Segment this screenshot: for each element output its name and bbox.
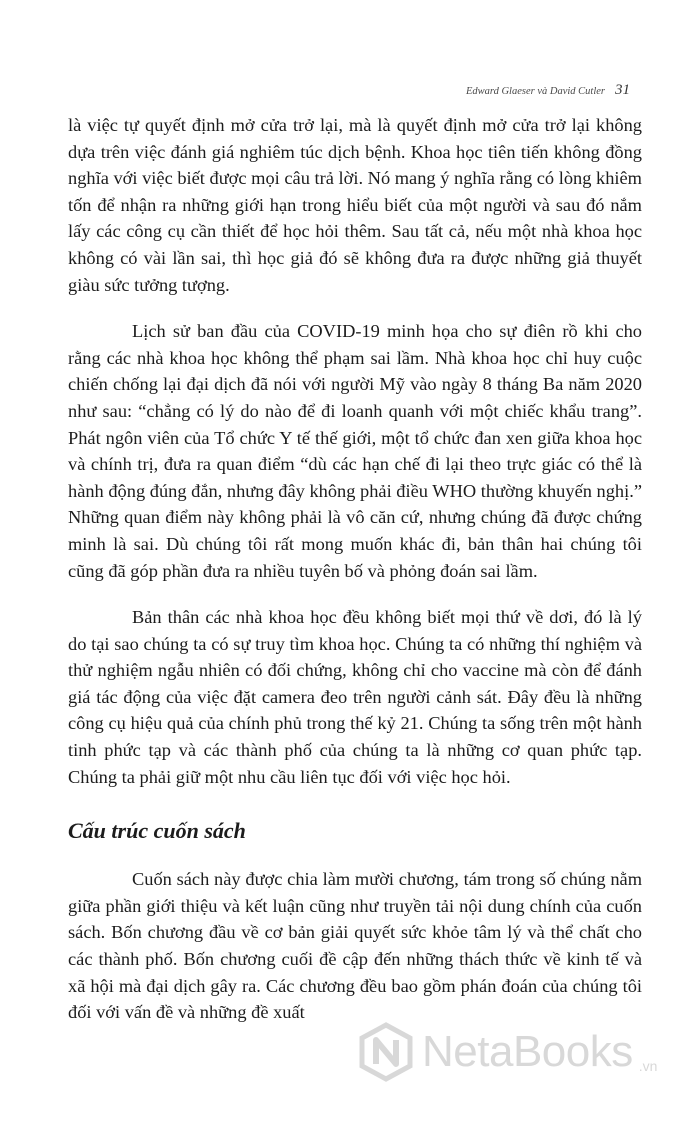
running-header	[466, 82, 630, 99]
watermark-brand: NetaBooks	[422, 1027, 633, 1076]
watermark-suffix: .vn	[638, 1058, 658, 1074]
body-paragraph: Cuốn sách này được chia làm mười chương, tám trong số chúng nằm giữa phần giới thiệu và kết luận cũng như truyền tải nội dung chính của cuốn sách. Bốn chương đầu về cơ bản giải quyết sức khỏe tâm lý và thể chất cho các thành phố. Bốn chương cuối đề cập đến những thách thức về kinh tế và xã hội mà đại dịch gây ra. Các chương đều bao gồm phán đoán của chúng tôi đối với vấn đề và những đề xuất	[68, 869, 642, 1023]
section-heading: Cấu trúc cuốn sách	[68, 818, 246, 844]
page-number: 31	[615, 82, 630, 98]
body-paragraph: là việc tự quyết định mở cửa trở lại, mà là quyết định mở cửa trở lại không dựa trên việc đánh giá nghiêm túc dịch bệnh. Khoa học tiên tiến không đồng nghĩa với việc biết được mọi câu trả lời. Nó mang ý nghĩa rằng có lòng khiêm tốn để nhận ra những giới hạn trong hiểu biết của một người và sau đó nắm lấy các công cụ cần thiết để học hỏi thêm. Sau tất cả, nếu một nhà khoa học không có vài lần sai, thì học giả đó sẽ không đưa ra được những giả thuyết giàu sức tưởng tượng.	[68, 115, 642, 295]
netabooks-n-logo-icon	[356, 1022, 416, 1082]
page-body	[68, 112, 642, 1026]
watermark	[356, 1022, 657, 1082]
body-paragraph: Lịch sử ban đầu của COVID-19 minh họa cho sự điên rồ khi cho rằng các nhà khoa học không thể phạm sai lầm. Nhà khoa học chỉ huy cuộc chiến chống lại đại dịch đã nói với người Mỹ vào ngày 8 tháng Ba năm 2020 như sau: “chẳng có lý do nào để đi loanh quanh với một chiếc khẩu trang”. Phát ngôn viên của Tổ chức Y tế thế giới, một tổ chức đan xen giữa khoa học và chính trị, đưa ra quan điểm “dù các hạn chế đi lại theo trực giác có thể là hành động đúng đắn, nhưng đây không phải điều WHO thường khuyến nghị.” Những quan điểm này không phải là vô căn cứ, nhưng chúng đã được chứng minh là sai. Dù chúng tôi rất mong muốn khác đi, bản thân hai chúng tôi cũng đã góp phần đưa ra nhiều tuyên bố và phỏng đoán sai lầm.	[68, 321, 642, 581]
running-title: Edward Glaeser và David Cutler	[465, 86, 605, 97]
body-paragraph: Bản thân các nhà khoa học đều không biết mọi thứ về dơi, đó là lý do tại sao chúng ta có sự truy tìm khoa học. Chúng ta có những thí nghiệm và thử nghiệm ngẫu nhiên có đối chứng, không chỉ cho vaccine mà còn để đánh giá tác động của việc đặt camera đeo trên người cảnh sát. Đây đều là những công cụ hiệu quả của chính phủ trong thế kỷ 21. Chúng ta sống trên một hành tinh phức tạp và các thành phố của chúng ta là những cơ quan phức tạp. Chúng ta phải giữ một nhu cầu liên tục đối với việc học hỏi.	[68, 607, 642, 787]
